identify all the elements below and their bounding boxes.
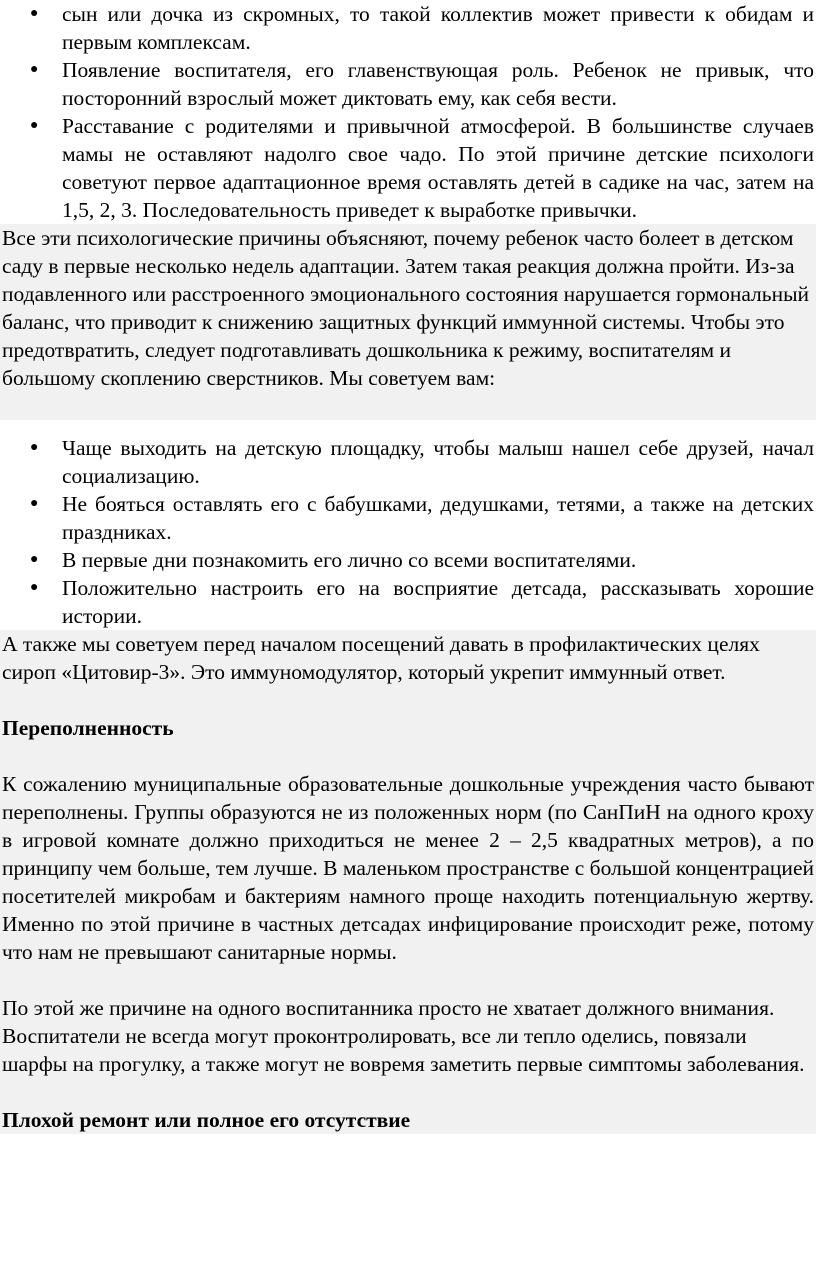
list-item-text: Положительно настроить его на восприятие детсада, рассказывать хорошие истории. <box>62 576 814 628</box>
list-item <box>0 546 816 574</box>
list-item <box>0 490 816 546</box>
list-item-text: сын или дочка из скромных, то такой коллектив может привести к обидам и первым комплексам. <box>62 2 814 54</box>
attention-paragraph: По этой же причине на одного воспитанника просто не хватает должного внимания. Воспитатели не всегда могут проконтролировать, все ли тепло оделись, повязали шарфы на прогулку, а также могут не вовремя заметить первые симптомы заболевания. <box>2 996 805 1076</box>
spacer <box>2 966 814 994</box>
syrup-paragraph: А также мы советуем перед началом посещений давать в профилактических целях сироп «Цитовир-3». Это иммуномодулятор, который укрепит иммунный ответ. <box>2 632 760 684</box>
article-section <box>0 630 816 1134</box>
spacer <box>2 686 814 714</box>
section-heading-repair: Плохой ремонт или полное его отсутствие <box>2 1108 411 1132</box>
bullet-icon: ● <box>30 552 39 567</box>
spacer <box>2 742 814 770</box>
overcrowding-paragraph: К сожалению муниципальные образовательные дошкольные учреждения часто бывают переполнены. Группы образуются не из положенных норм (по СанПиН на одного кроху в игровой комнате должно приходиться не менее 2 – 2,5 квадратных метров), а по принципу чем больше, тем лучше. В маленьком пространстве с большой концентрацией посетителей микробам и бактериям намного проще находить потенциальную жертву. Именно по этой причине в частных детсадах инфицирование происходит реже, потому что нам не превышают санитарные нормы. <box>2 772 814 964</box>
bullet-icon: ● <box>30 62 39 77</box>
section-heading-overcrowding: Переполненность <box>2 716 174 740</box>
bullet-icon: ● <box>30 118 39 133</box>
list-item <box>0 56 816 112</box>
causes-list <box>0 0 816 224</box>
list-item-text: В первые дни познакомить его лично со всеми воспитателями. <box>62 548 637 572</box>
list-item-text: Появление воспитателя, его главенствующая роль. Ребенок не привык, что посторонний взрослый может диктовать ему, как себя вести. <box>62 58 814 110</box>
list-item-text: Чаще выходить на детскую площадку, чтобы малыш нашел себе друзей, начал социализацию. <box>62 436 814 488</box>
list-item <box>0 112 816 224</box>
list-item-text: Расставание с родителями и привычной атмосферой. В большинстве случаев мамы не оставляют надолго свое чадо. По этой причине детские психологи советуют первое адаптационное время оставлять детей в садике на час, затем на 1,5, 2, 3. Последовательность приведет к выработке привычки. <box>62 114 814 222</box>
list-item <box>0 0 816 56</box>
spacer <box>2 1078 814 1106</box>
advice-list <box>0 420 816 630</box>
bullet-icon: ● <box>30 496 39 511</box>
list-item <box>0 434 816 490</box>
bullet-icon: ● <box>30 440 39 455</box>
bullet-icon: ● <box>30 580 39 595</box>
summary-text: Все эти психологические причины объясняют, почему ребенок часто болеет в детском саду в первые несколько недель адаптации. Затем такая реакция должна пройти. Из-за подавленного или расстроенного эмоционального состояния нарушается гормональный баланс, что приводит к снижению защитных функций иммунной системы. Чтобы это предотвратить, следует подготавливать дошкольника к режиму, воспитателям и большому скоплению сверстников. Мы советуем вам: <box>2 226 810 390</box>
bullet-icon: ● <box>30 6 39 21</box>
list-item <box>0 574 816 630</box>
summary-paragraph <box>0 224 816 420</box>
list-item-text: Не бояться оставлять его с бабушками, дедушками, тетями, а также на детских праздниках. <box>62 492 814 544</box>
